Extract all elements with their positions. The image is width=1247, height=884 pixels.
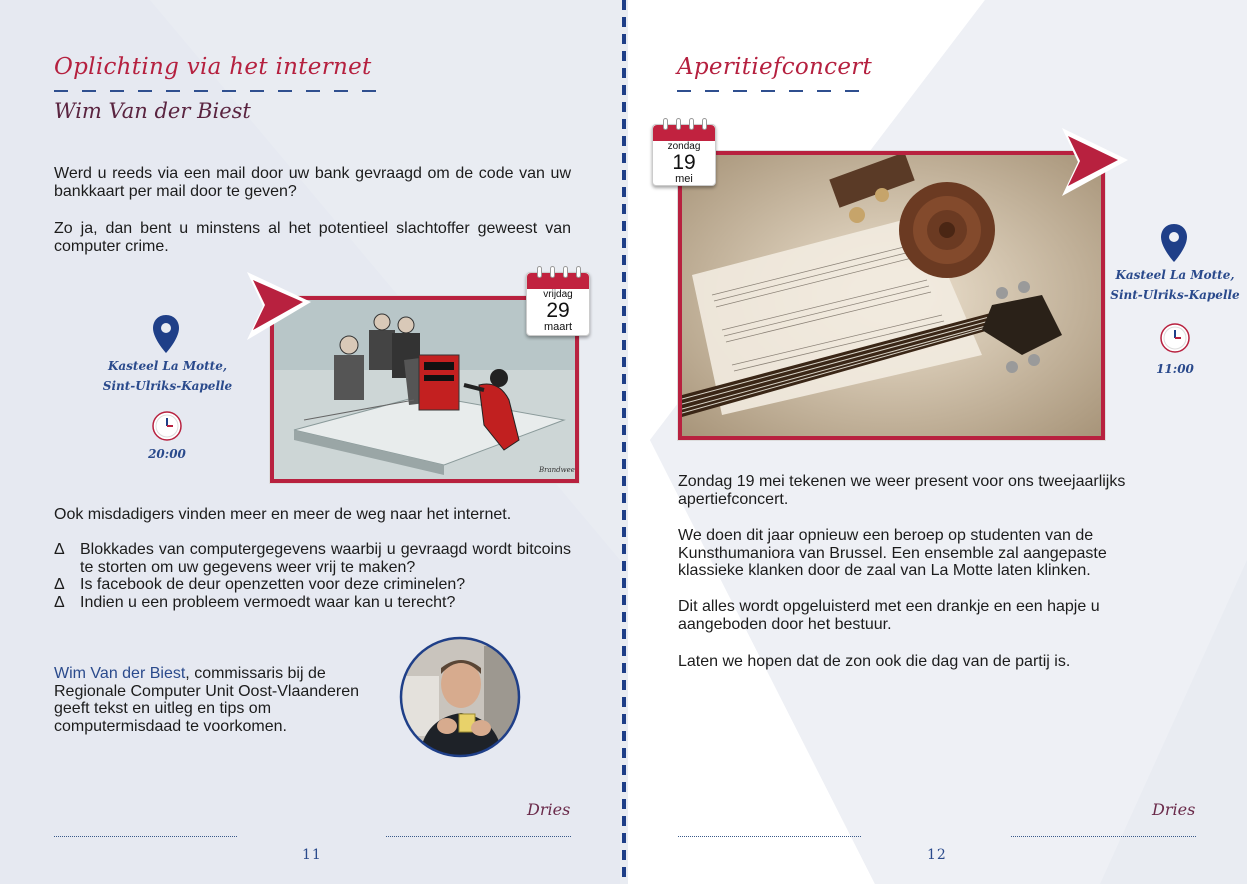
clock-icon [150, 410, 184, 442]
time-left: 20:00 [148, 447, 186, 461]
page-number-left: 11 [302, 847, 322, 863]
event-calendar-right [652, 124, 716, 186]
intro-paragraph-1: Werd u reeds via een mail door uw bank gevraagd om de code van uw bankkaart per mail door te geven? [54, 165, 571, 200]
arrow-decoration-icon [1062, 128, 1132, 196]
footer-rule-right-1 [678, 836, 861, 837]
intro-paragraph-2: Zo ja, dan bent u minstens al het potentieel slachtoffer geweest van computer crime. [54, 220, 571, 255]
page-number-right: 12 [927, 847, 947, 863]
concert-paragraph-3: Dit alles wordt opgeluisterd met een drankje en een hapje u aangeboden door het bestuur. [678, 598, 1100, 633]
list-item: Δ Blokkades van computergegevens waarbij u gevraagd wordt bitcoins te storten om uw gegevens weer vrij te maken? [54, 541, 571, 576]
question-list [54, 541, 571, 611]
calendar-month: maart [543, 321, 573, 333]
concert-paragraph-4: Laten we hopen dat de zon ook die dag van de partij is. [678, 653, 1071, 670]
location-line-2: Sint-Ulriks-Kapelle [102, 379, 233, 393]
location-right [1103, 265, 1247, 305]
location-line-1: Kasteel La Motte, [107, 359, 228, 373]
speaker-description: , commissaris bij de Regionale Computer Unit Oost-Vlaanderen geeft tekst en uitleg en tips om computermisdaad te voorkomen. [54, 665, 360, 735]
calendar-month: mei [675, 173, 693, 185]
cello-guitar-photo [682, 155, 1101, 436]
footer-rule-left-2 [386, 836, 571, 837]
clock-icon [1158, 322, 1192, 354]
location-left [95, 356, 240, 396]
calendar-day: 19 [672, 151, 696, 174]
map-pin-icon [151, 313, 181, 355]
title-underline [677, 90, 869, 92]
concert-paragraph-1: Zondag 19 mei tekenen we weer present voor ons tweejaarlijks apertiefconcert. [678, 473, 1126, 508]
map-pin-icon [1159, 222, 1189, 264]
body-paragraph: Ook misdadigers vinden meer en meer de weg naar het internet. [54, 506, 512, 523]
calendar-weekday: vrijdag [543, 289, 573, 300]
arrow-decoration-icon [247, 272, 317, 340]
time-right: 11:00 [1156, 362, 1194, 376]
title-underline [54, 90, 376, 92]
concert-paragraph-2: We doen dit jaar opnieuw een beroep op studenten van de Kunsthumaniora van Brussel. Een ensemble zal aangepaste klassieke klanken door de zaal van La Motte laten klinken. [678, 527, 1107, 579]
calendar-weekday: zondag [667, 141, 701, 152]
location-line-2: Sint-Ulriks-Kapelle [1110, 288, 1240, 302]
signature-right: Dries [1152, 800, 1196, 819]
left-page-title: Oplichting via het internet [54, 54, 372, 80]
speaker-bio [54, 665, 389, 735]
speaker-name-link[interactable]: Wim Van der Biest [54, 665, 186, 682]
list-item: Δ Indien u een probleem vermoedt waar kan u terecht? [54, 593, 456, 611]
footer-rule-right-2 [1011, 836, 1196, 837]
signature-left: Dries [527, 800, 571, 819]
right-page-title: Aperitiefconcert [677, 54, 873, 80]
left-page-subtitle: Wim Van der Biest [54, 99, 251, 123]
list-item: Δ Is facebook de deur openzetten voor deze criminelen? [54, 576, 466, 593]
location-line-1: Kasteel La Motte, [1115, 268, 1235, 282]
speaker-photo [399, 636, 521, 758]
music-photo-frame [678, 151, 1105, 440]
illustration-signature: Brandweer [539, 466, 575, 474]
footer-rule-left-1 [54, 836, 237, 837]
calendar-day: 29 [546, 299, 570, 322]
event-calendar-left [526, 272, 590, 336]
